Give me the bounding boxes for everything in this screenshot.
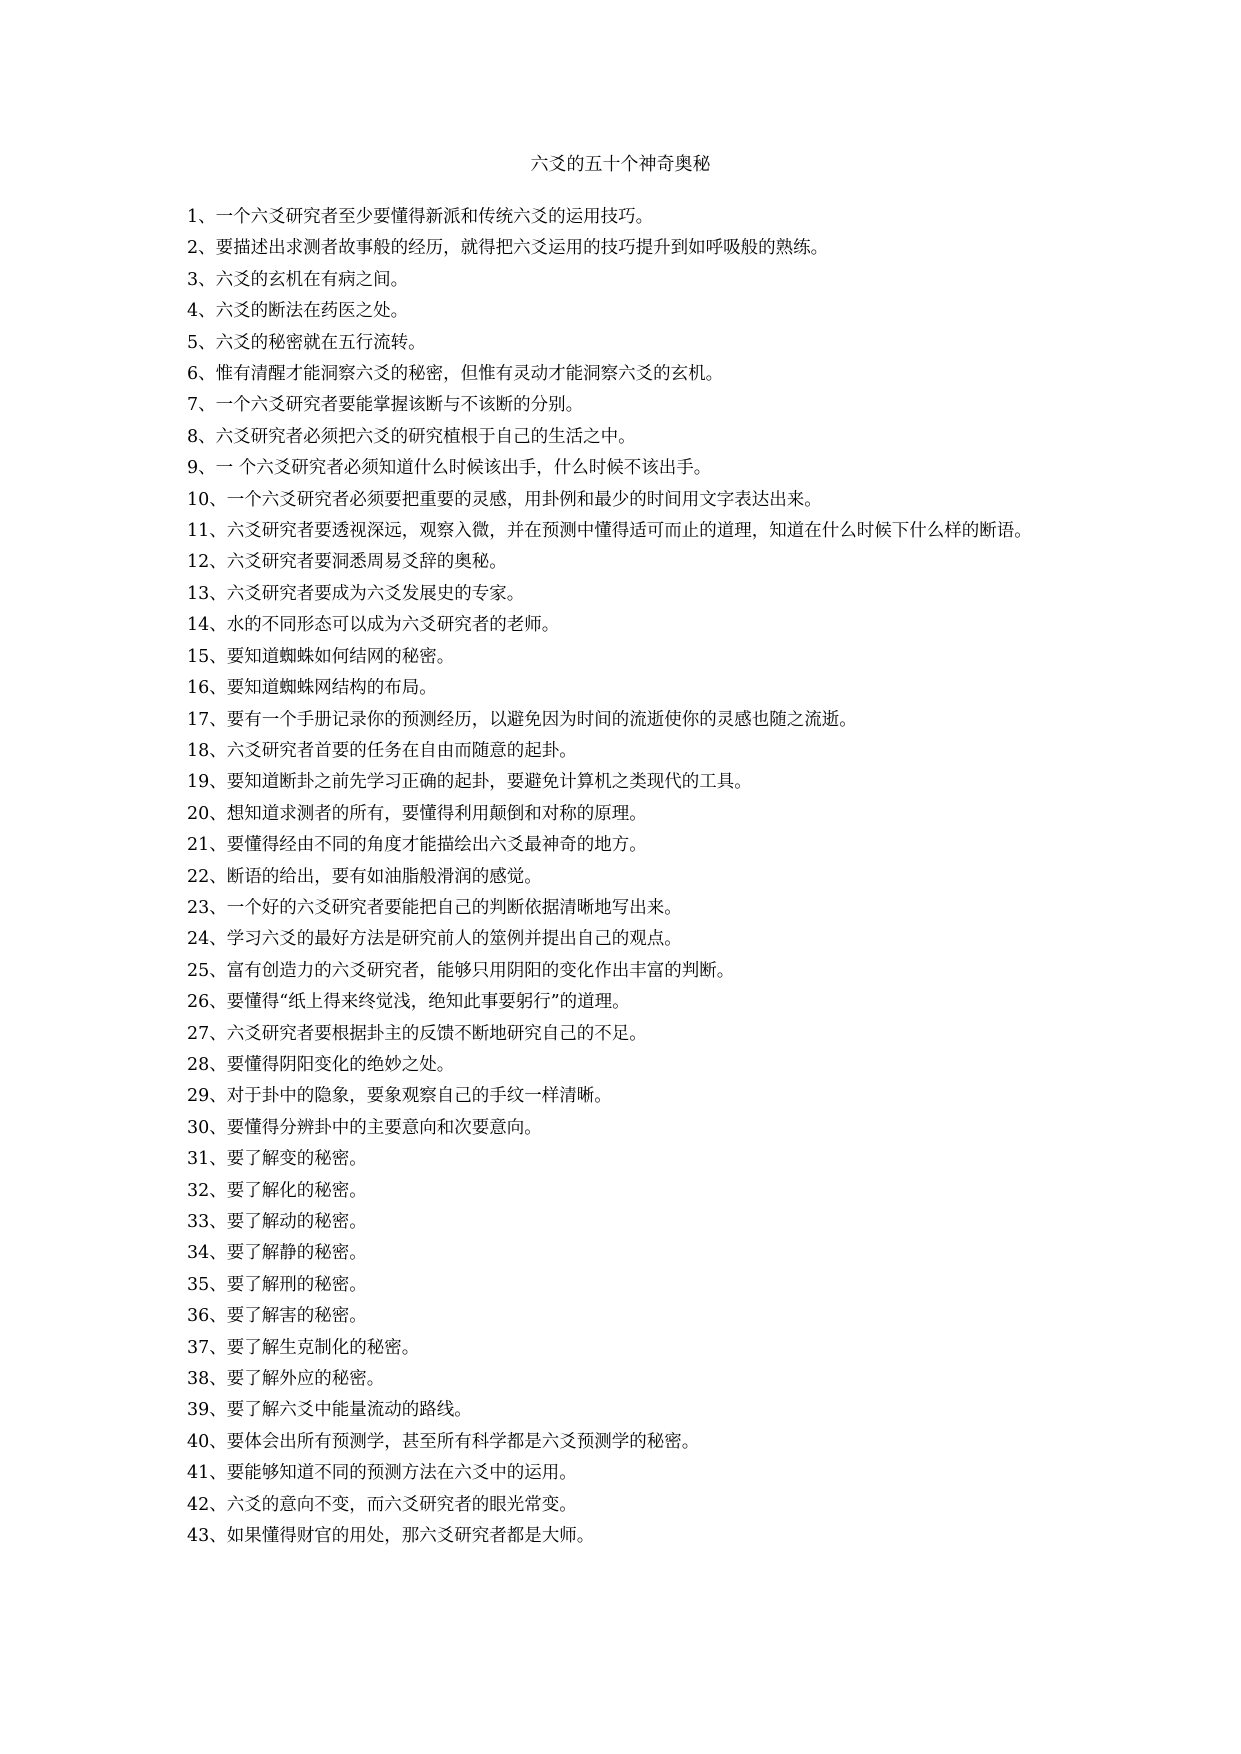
list-item: 9、一 个六爻研究者必须知道什么时候该出手，什么时候不该出手。 [187,458,712,479]
list-item: 37、要了解生克制化的秘密。 [187,1337,420,1358]
list-item: 24、学习六爻的最好方法是研究前人的筮例并提出自己的观点。 [187,929,682,950]
list-item: 20、想知道求测者的所有，要懂得利用颠倒和对称的原理。 [187,803,647,824]
list-item: 33、要了解动的秘密。 [187,1212,367,1232]
list-item: 21、要懂得经由不同的角度才能描绘出六爻最神奇的地方。 [187,835,647,856]
list-item: 26、要懂得“纸上得来终觉浅，绝知此事要躬行”的道理。 [187,992,630,1013]
list-item: 22、断语的给出，要有如油脂般滑润的感觉。 [187,866,542,887]
list-item: 40、要体会出所有预测学，甚至所有科学都是六爻预测学的秘密。 [187,1431,700,1452]
list-item: 11、六爻研究者要透视深远，观察入微，并在预测中懂得适可而止的道理，知道在什么时候下什么样的断语。 [187,521,1032,542]
list-item: 4、六爻的断法在药医之处。 [187,301,409,322]
list-item: 36、要了解害的秘密。 [187,1306,367,1327]
list-item: 13、六爻研究者要成为六爻发展史的专家。 [187,583,525,604]
list-item: 25、富有创造力的六爻研究者，能够只用阴阳的变化作出丰富的判断。 [187,960,735,981]
list-item: 2、要描述出求测者故事般的经历，就得把六爻运用的技巧提升到如呼吸般的熟练。 [187,238,829,259]
list-item: 8、六爻研究者必须把六爻的研究植根于自己的生活之中。 [187,426,636,447]
list-item: 34、要了解静的秘密。 [187,1243,367,1264]
list-item: 1、一个六爻研究者至少要懂得新派和传统六爻的运用技巧。 [187,207,654,227]
list-item: 23、一个好的六爻研究者要能把自己的判断依据清晰地写出来。 [187,897,682,918]
list-item: 3、六爻的玄机在有病之间。 [187,269,409,290]
list-item: 6、惟有清醒才能洞察六爻的秘密，但惟有灵动才能洞察六爻的玄机。 [187,364,724,385]
list-item: 17、要有一个手册记录你的预测经历，以避免因为时间的流逝使你的灵感也随之流逝。 [187,709,857,730]
list-item: 39、要了解六爻中能量流动的路线。 [187,1400,472,1421]
list-item: 5、六爻的秘密就在五行流转。 [187,332,426,353]
list-item: 19、要知道断卦之前先学习正确的起卦，要避免计算机之类现代的工具。 [187,772,752,793]
list-item: 16、要知道蜘蛛网结构的布局。 [187,678,437,699]
document-title: 六爻的五十个神奇奥秘 [530,154,711,175]
list-item: 29、对于卦中的隐象，要象观察自己的手纹一样清晰。 [187,1086,612,1107]
list-item: 43、如果懂得财官的用处，那六爻研究者都是大师。 [187,1526,595,1547]
list-item: 10、一个六爻研究者必须要把重要的灵感，用卦例和最少的时间用文字表达出来。 [187,489,822,510]
list-item: 15、要知道蜘蛛如何结网的秘密。 [187,646,455,667]
list-item: 27、六爻研究者要根据卦主的反馈不断地研究自己的不足。 [187,1023,647,1044]
item-list [187,202,1059,1552]
list-item: 14、水的不同形态可以成为六爻研究者的老师。 [187,615,560,636]
list-item: 42、六爻的意向不变，而六爻研究者的眼光常变。 [187,1494,577,1515]
list-item: 7、一个六爻研究者要能掌握该断与不该断的分别。 [187,395,584,416]
list-item: 41、要能够知道不同的预测方法在六爻中的运用。 [187,1463,577,1484]
list-item: 28、要懂得阴阳变化的绝妙之处。 [187,1054,455,1075]
list-item: 12、六爻研究者要洞悉周易爻辞的奥秘。 [187,552,507,573]
list-item: 35、要了解刑的秘密。 [187,1274,367,1295]
list-item: 30、要懂得分辨卦中的主要意向和次要意向。 [187,1117,542,1138]
list-item: 38、要了解外应的秘密。 [187,1369,385,1390]
list-item: 18、六爻研究者首要的任务在自由而随意的起卦。 [187,740,577,761]
list-item: 31、要了解变的秘密。 [187,1149,367,1170]
list-item: 32、要了解化的秘密。 [187,1180,367,1201]
